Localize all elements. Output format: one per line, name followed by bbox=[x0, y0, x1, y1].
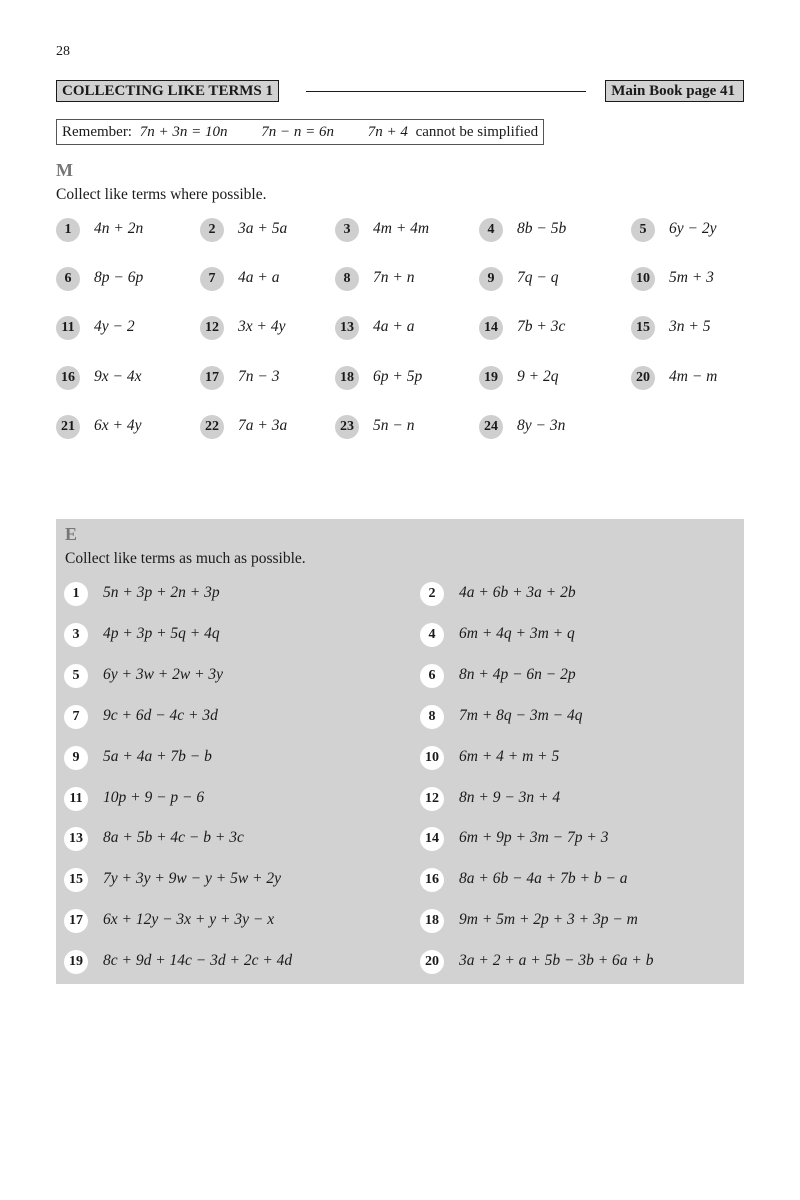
question-expression: 4a + 6b + 3a + 2b bbox=[459, 584, 576, 601]
question-number: 14 bbox=[479, 316, 503, 340]
question-expression: 8n + 4p − 6n − 2p bbox=[459, 666, 576, 683]
question-number: 16 bbox=[56, 366, 80, 390]
question-expression: 3a + 2 + a + 5b − 3b + 6a + b bbox=[459, 952, 654, 969]
remember-example-1: 7n + 3n = 10n bbox=[139, 124, 228, 140]
question-number: 20 bbox=[420, 950, 444, 974]
question-number: 24 bbox=[479, 415, 503, 439]
question-number: 2 bbox=[420, 582, 444, 606]
question-expression: 7b + 3c bbox=[517, 318, 566, 335]
question-number: 5 bbox=[631, 218, 655, 242]
question-expression: 5a + 4a + 7b − b bbox=[103, 748, 212, 765]
question-expression: 9m + 5m + 2p + 3 + 3p − m bbox=[459, 911, 638, 928]
question-expression: 8a + 5b + 4c − b + 3c bbox=[103, 829, 244, 846]
question-number: 9 bbox=[479, 267, 503, 291]
question-expression: 5m + 3 bbox=[669, 269, 714, 286]
question-number: 3 bbox=[335, 218, 359, 242]
question-number: 8 bbox=[420, 705, 444, 729]
question-expression: 4y − 2 bbox=[94, 318, 135, 335]
question-number: 23 bbox=[335, 415, 359, 439]
remember-note: cannot be simplified bbox=[415, 124, 539, 140]
page-number: 28 bbox=[56, 44, 70, 59]
question-expression: 8y − 3n bbox=[517, 417, 566, 434]
question-expression: 6x + 4y bbox=[94, 417, 142, 434]
question-number: 2 bbox=[200, 218, 224, 242]
question-expression: 3a + 5a bbox=[238, 220, 288, 237]
section-e-panel bbox=[56, 519, 744, 984]
question-expression: 6m + 4 + m + 5 bbox=[459, 748, 560, 765]
remember-box bbox=[56, 119, 544, 145]
page-title: COLLECTING LIKE TERMS 1 bbox=[56, 80, 279, 102]
question-expression: 8b − 5b bbox=[517, 220, 567, 237]
question-number: 5 bbox=[64, 664, 88, 688]
question-number: 1 bbox=[64, 582, 88, 606]
question-number: 20 bbox=[631, 366, 655, 390]
question-number: 16 bbox=[420, 868, 444, 892]
section-m-instruction: Collect like terms where possible. bbox=[56, 186, 267, 203]
question-number: 19 bbox=[479, 366, 503, 390]
question-number: 21 bbox=[56, 415, 80, 439]
question-number: 7 bbox=[200, 267, 224, 291]
question-number: 1 bbox=[56, 218, 80, 242]
question-expression: 9x − 4x bbox=[94, 368, 142, 385]
question-expression: 6y − 2y bbox=[669, 220, 717, 237]
question-number: 3 bbox=[64, 623, 88, 647]
section-e-letter: E bbox=[65, 524, 78, 544]
question-expression: 3n + 5 bbox=[669, 318, 711, 335]
question-number: 10 bbox=[420, 746, 444, 770]
title-divider bbox=[306, 91, 586, 92]
question-expression: 4m − m bbox=[669, 368, 718, 385]
question-expression: 8c + 9d + 14c − 3d + 2c + 4d bbox=[103, 952, 293, 969]
question-expression: 7y + 3y + 9w − y + 5w + 2y bbox=[103, 870, 281, 887]
question-number: 17 bbox=[200, 366, 224, 390]
question-number: 15 bbox=[631, 316, 655, 340]
question-expression: 6x + 12y − 3x + y + 3y − x bbox=[103, 911, 275, 928]
question-number: 4 bbox=[420, 623, 444, 647]
question-number: 10 bbox=[631, 267, 655, 291]
question-number: 8 bbox=[335, 267, 359, 291]
question-expression: 6p + 5p bbox=[373, 368, 423, 385]
remember-example-2: 7n − n = 6n bbox=[261, 124, 334, 140]
question-number: 13 bbox=[64, 827, 88, 851]
question-expression: 7q − q bbox=[517, 269, 559, 286]
question-expression: 5n + 3p + 2n + 3p bbox=[103, 584, 220, 601]
question-number: 9 bbox=[64, 746, 88, 770]
question-number: 13 bbox=[335, 316, 359, 340]
question-number: 11 bbox=[56, 316, 80, 340]
question-number: 7 bbox=[64, 705, 88, 729]
question-number: 11 bbox=[64, 787, 88, 811]
question-expression: 7m + 8q − 3m − 4q bbox=[459, 707, 583, 724]
section-m-letter: M bbox=[56, 160, 73, 180]
question-number: 12 bbox=[200, 316, 224, 340]
question-number: 4 bbox=[479, 218, 503, 242]
question-number: 14 bbox=[420, 827, 444, 851]
question-number: 17 bbox=[64, 909, 88, 933]
question-expression: 8a + 6b − 4a + 7b + b − a bbox=[459, 870, 628, 887]
question-expression: 4p + 3p + 5q + 4q bbox=[103, 625, 220, 642]
question-expression: 7a + 3a bbox=[238, 417, 288, 434]
question-number: 19 bbox=[64, 950, 88, 974]
question-expression: 8n + 9 − 3n + 4 bbox=[459, 789, 561, 806]
question-expression: 4m + 4m bbox=[373, 220, 430, 237]
question-expression: 6y + 3w + 2w + 3y bbox=[103, 666, 224, 683]
question-expression: 4n + 2n bbox=[94, 220, 144, 237]
question-expression: 9c + 6d − 4c + 3d bbox=[103, 707, 218, 724]
question-expression: 4a + a bbox=[373, 318, 415, 335]
question-expression: 7n − 3 bbox=[238, 368, 280, 385]
question-expression: 8p − 6p bbox=[94, 269, 144, 286]
title-row bbox=[56, 80, 744, 104]
remember-label: Remember: bbox=[62, 124, 132, 140]
question-number: 6 bbox=[420, 664, 444, 688]
question-expression: 10p + 9 − p − 6 bbox=[103, 789, 205, 806]
question-number: 18 bbox=[335, 366, 359, 390]
question-expression: 6m + 9p + 3m − 7p + 3 bbox=[459, 829, 609, 846]
question-number: 15 bbox=[64, 868, 88, 892]
question-expression: 5n − n bbox=[373, 417, 415, 434]
question-number: 6 bbox=[56, 267, 80, 291]
question-number: 18 bbox=[420, 909, 444, 933]
section-e-instruction: Collect like terms as much as possible. bbox=[65, 550, 306, 567]
remember-example-3: 7n + 4 bbox=[367, 124, 408, 140]
question-expression: 7n + n bbox=[373, 269, 415, 286]
question-number: 22 bbox=[200, 415, 224, 439]
question-expression: 4a + a bbox=[238, 269, 280, 286]
question-expression: 9 + 2q bbox=[517, 368, 559, 385]
question-expression: 3x + 4y bbox=[238, 318, 286, 335]
question-expression: 6m + 4q + 3m + q bbox=[459, 625, 575, 642]
book-reference: Main Book page 41 bbox=[605, 80, 744, 102]
question-number: 12 bbox=[420, 787, 444, 811]
